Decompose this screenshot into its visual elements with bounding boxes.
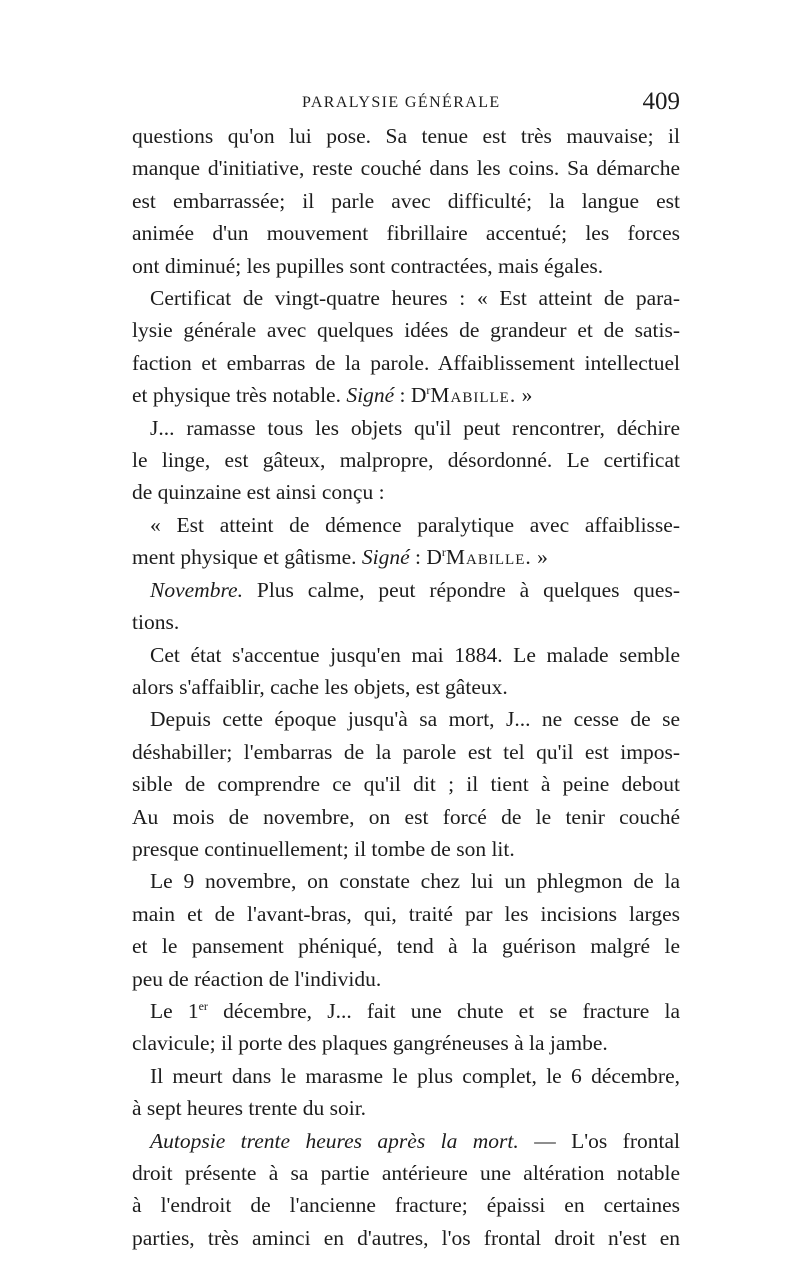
- line-text: faction et embarras de la parole. Affaiblissement intellectuel: [132, 350, 680, 375]
- text-line: [132, 509, 680, 541]
- text-line: [132, 801, 680, 833]
- line-text: questions qu'on lui pose. Sa tenue est très mauvaise; il: [132, 124, 680, 148]
- text-line: [132, 963, 680, 995]
- text-line: [132, 930, 680, 962]
- line-text: ment physique et gâtisme.: [132, 545, 362, 570]
- text-line: [132, 1222, 680, 1254]
- line-sc: Mabille.: [445, 545, 532, 570]
- text-line: [132, 1189, 680, 1221]
- line-text: à l'endroit de l'ancienne fracture; épaissi en certaines: [132, 1193, 680, 1218]
- text-line: [132, 671, 680, 703]
- line-text: « Est atteint de démence paralytique avec affaiblisse-: [150, 512, 680, 537]
- line-text: droit présente à sa partie antérieure une altération notable: [132, 1161, 680, 1185]
- line-sc: Mabille.: [430, 383, 517, 408]
- line-sup: er: [198, 998, 208, 1013]
- text-line: [132, 476, 680, 508]
- line-text: main et de l'avant-bras, qui, traité par les incisions larges: [132, 901, 680, 926]
- line-text: est embarrassée; il parle avec difficulté; la langue est: [132, 188, 680, 213]
- line-text: Le 9 novembre, on constate chez lui un phlegmon de la: [150, 869, 680, 894]
- line-it-lead: Autopsie trente heures après la mort.: [150, 1128, 519, 1153]
- running-header: [132, 88, 680, 120]
- line-text: Au mois de novembre, on est forcé de le tenir couché: [132, 804, 680, 829]
- text-line: [132, 898, 680, 930]
- text-line: [132, 1060, 680, 1092]
- line-text: et physique très notable.: [132, 383, 347, 408]
- text-line: [132, 995, 680, 1027]
- line-text2: — L'os frontal: [518, 1128, 680, 1153]
- text-line: [132, 1157, 680, 1189]
- text-line: [132, 865, 680, 897]
- text-line: [132, 217, 680, 249]
- line-text: déshabiller; l'embarras de la parole est tel qu'il est impos-: [132, 739, 680, 764]
- text-line: [132, 347, 680, 379]
- text-line: [132, 1027, 680, 1059]
- line-sup: r: [426, 383, 431, 398]
- line-tail: : D: [394, 383, 427, 408]
- line-text: clavicule; il porte des plaques gangréneuses à la jambe.: [132, 1031, 608, 1056]
- line-text: animée d'un mouvement fibrillaire accentué; les forces: [132, 221, 680, 246]
- text-line: [132, 185, 680, 217]
- line-text: presque continuellement; il tombe de son lit.: [132, 836, 515, 861]
- line-text: peu de réaction de l'individu.: [132, 966, 382, 991]
- line-text: sible de comprendre ce qu'il dit ; il tient à peine debout: [132, 772, 680, 797]
- text-line: [132, 703, 680, 735]
- body-text: [132, 120, 680, 1254]
- line-text: Certificat de vingt-quatre heures : « Est atteint de para-: [150, 286, 680, 311]
- text-line: [132, 282, 680, 314]
- line-text: lysie générale avec quelques idées de grandeur et de satis-: [132, 318, 680, 343]
- line-text: J... ramasse tous les objets qu'il peut rencontrer, déchire: [150, 415, 680, 440]
- line-text: le linge, est gâteux, malpropre, désordonné. Le certificat: [132, 448, 680, 473]
- text-line: [132, 412, 680, 444]
- line-text: et le pansement phéniqué, tend à la guérison malgré le: [132, 934, 680, 959]
- text-line: [132, 1125, 680, 1157]
- text-line: [132, 1092, 680, 1124]
- running-title: PARALYSIE GÉNÉRALE: [302, 94, 501, 111]
- line-text: manque d'initiative, reste couché dans les coins. Sa démarche: [132, 156, 680, 181]
- text-line: [132, 639, 680, 671]
- text-line: [132, 768, 680, 800]
- text-line: [132, 444, 680, 476]
- text-line: [132, 250, 680, 282]
- text-line: [132, 120, 680, 152]
- text-line: [132, 152, 680, 184]
- text-line: [132, 606, 680, 638]
- text-line: [132, 379, 680, 411]
- line-text: Depuis cette époque jusqu'à sa mort, J... ne cesse de se: [150, 707, 680, 732]
- text-line: [132, 574, 680, 606]
- page-number: 409: [642, 88, 680, 115]
- line-text: alors s'affaiblir, cache les objets, est gâteux.: [132, 674, 508, 699]
- text-line: [132, 833, 680, 865]
- line-tail: : D: [409, 545, 442, 570]
- line-text: Cet état s'accentue jusqu'en mai 1884. Le malade semble: [150, 642, 680, 667]
- line-it: Signé: [361, 545, 410, 570]
- line-text: parties, très aminci en d'autres, l'os frontal droit n'est en: [132, 1225, 680, 1250]
- text-line: [132, 541, 680, 573]
- line-text: Il meurt dans le marasme le plus complet, le 6 décembre,: [150, 1063, 680, 1088]
- line-end: »: [516, 383, 533, 408]
- line-it-lead: Novembre.: [150, 577, 243, 602]
- line-end: »: [531, 545, 548, 570]
- text-line: [132, 314, 680, 346]
- line-text: ont diminué; les pupilles sont contractées, mais égales.: [132, 253, 604, 278]
- line-it: Signé: [346, 383, 395, 408]
- line-text2: Plus calme, peut répondre à quelques ques-: [242, 577, 680, 602]
- text-line: [132, 736, 680, 768]
- line-text: Le 1: [150, 998, 199, 1023]
- line-sup: r: [441, 545, 446, 560]
- line-text: de quinzaine est ainsi conçu :: [132, 480, 385, 505]
- line-text: à sept heures trente du soir.: [132, 1096, 367, 1121]
- line-text: tions.: [132, 610, 180, 635]
- line-tail: décembre, J... fait une chute et se fracture la: [207, 998, 680, 1023]
